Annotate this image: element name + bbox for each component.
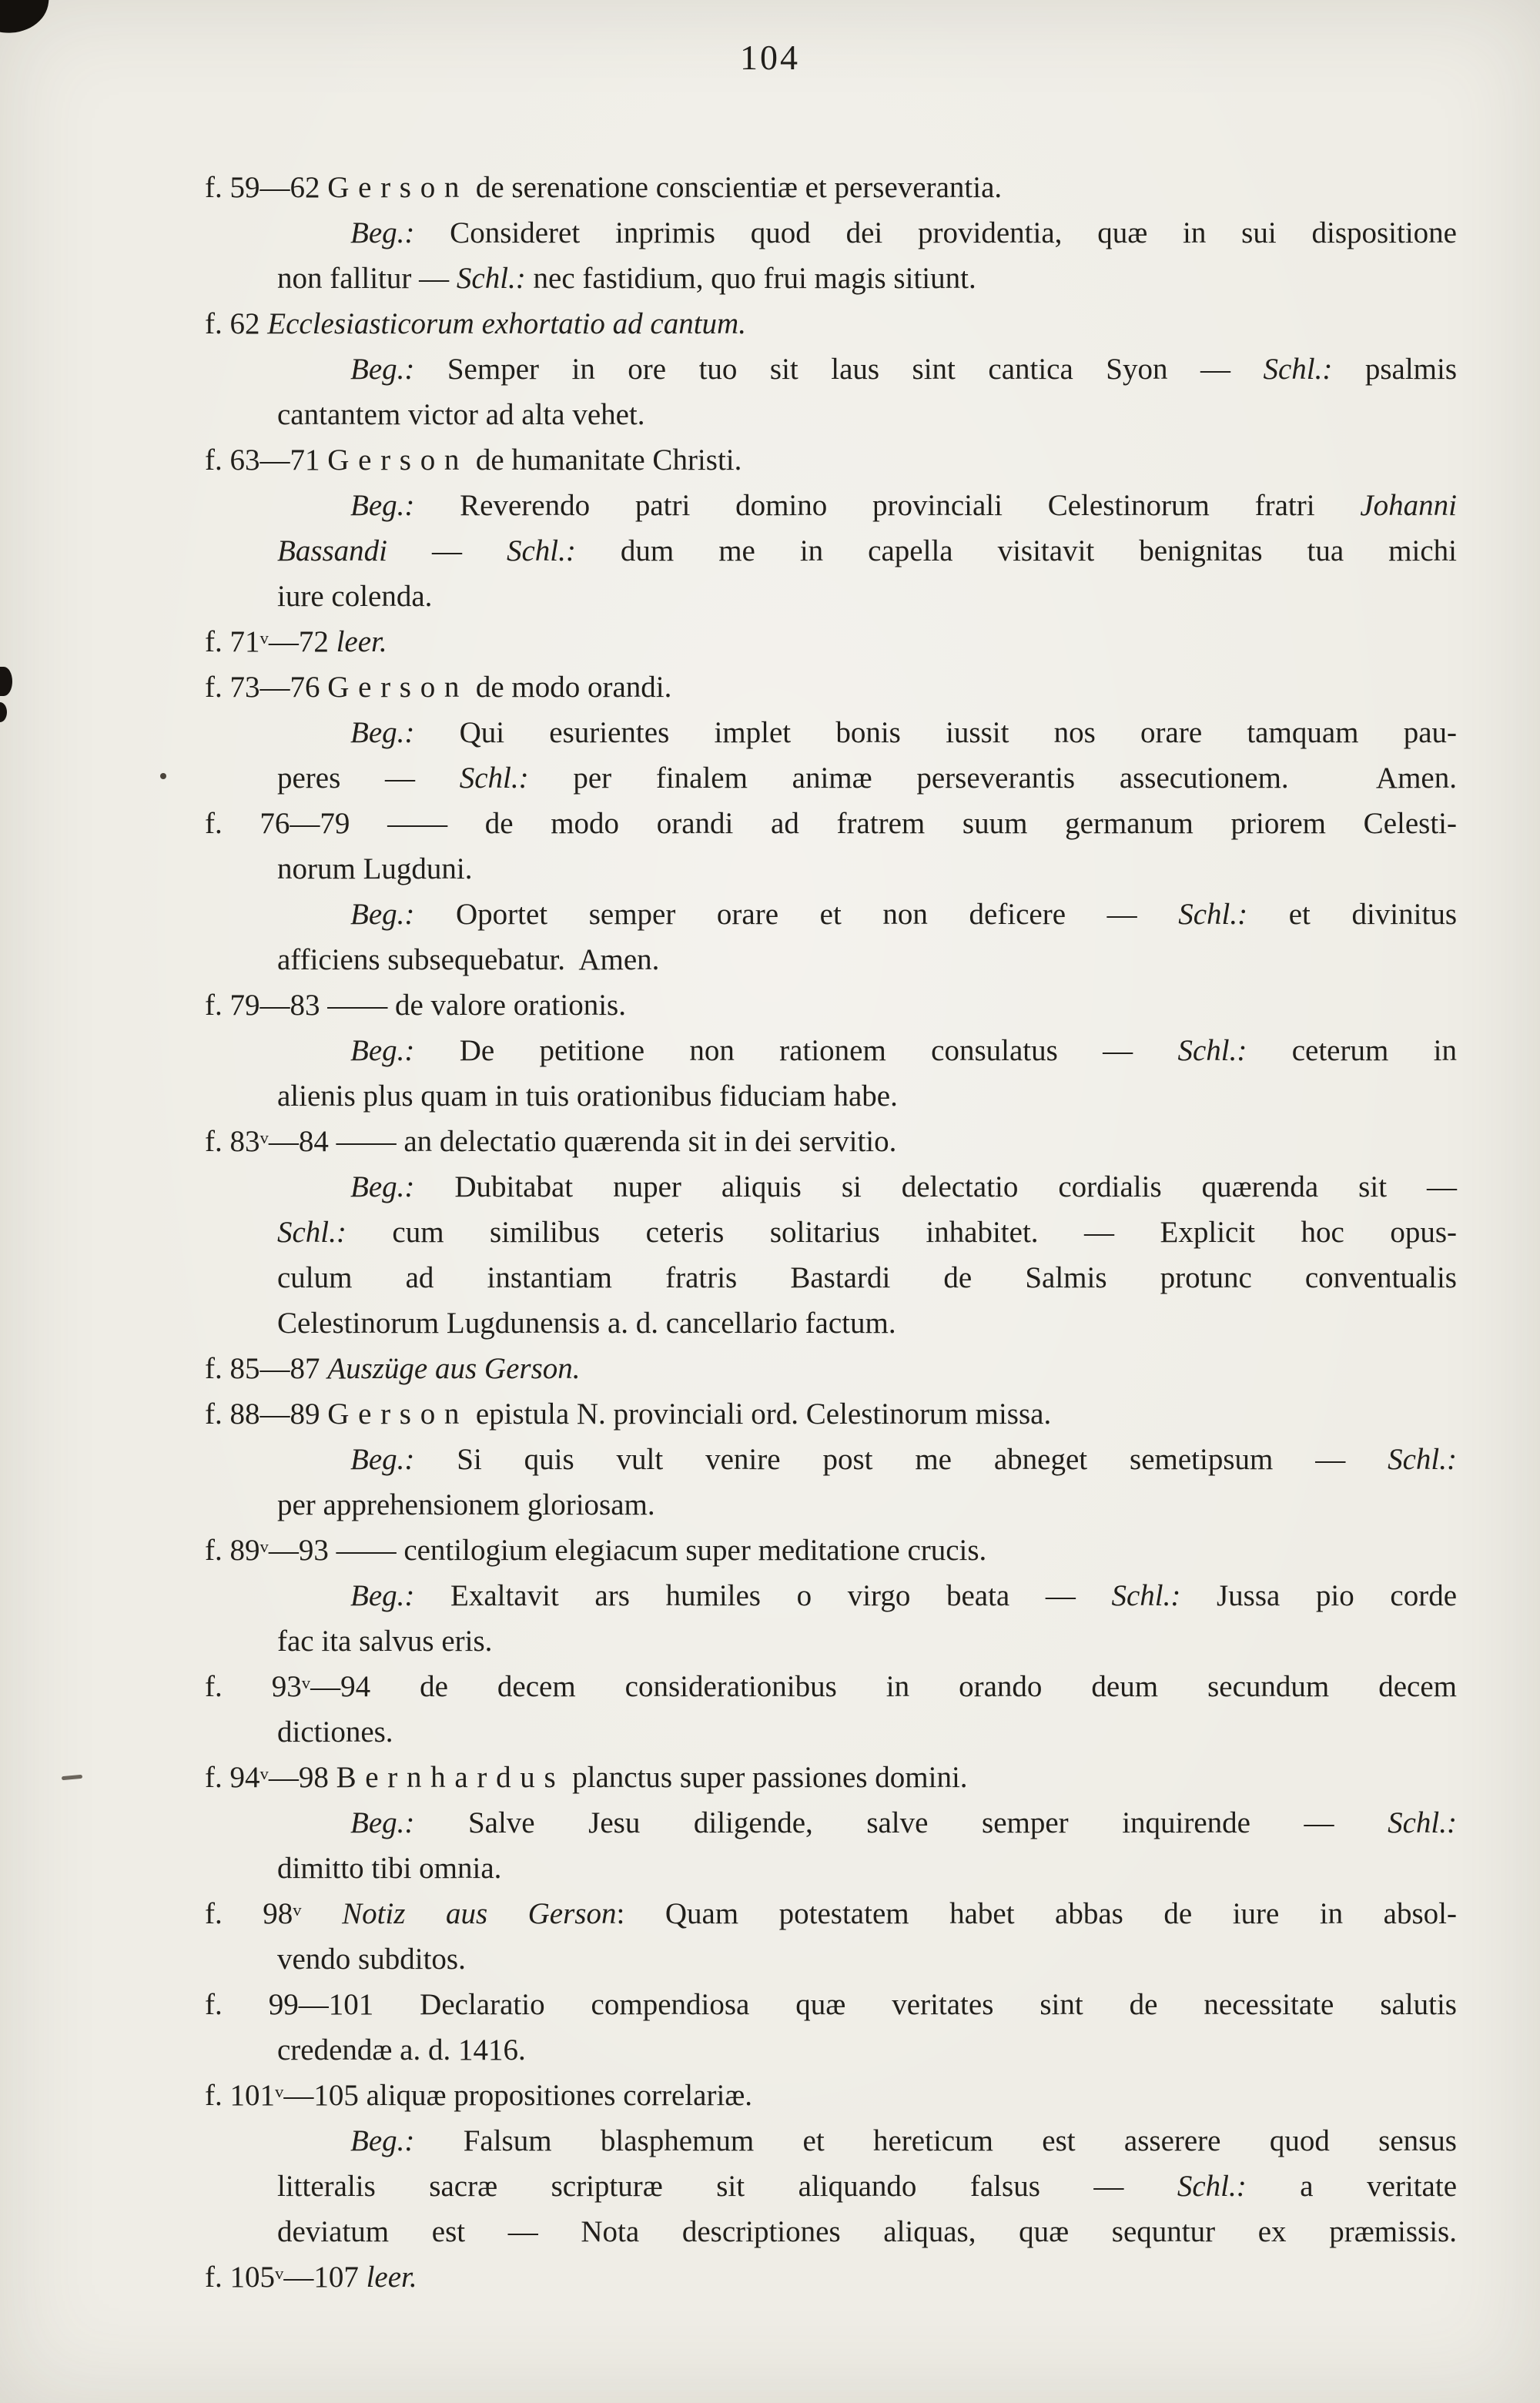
text-run: f. 79—83 —— de valore orationis. bbox=[205, 989, 626, 1022]
italic-text-run: Beg.: bbox=[350, 2124, 415, 2157]
text-line bbox=[205, 846, 1457, 892]
catalog-entry bbox=[205, 2254, 1457, 2300]
verso-superscript: v bbox=[259, 1128, 269, 1147]
text-line bbox=[205, 1618, 1457, 1664]
text-run: de serenatione conscientiæ et perseverantia. bbox=[468, 171, 1003, 204]
text-line bbox=[205, 1346, 1457, 1391]
text-run: f. 101 bbox=[205, 2079, 275, 2112]
text-run: f. 88—89 bbox=[205, 1397, 328, 1431]
text-run: —94 de decem considerationibus in orando deum secundum decem bbox=[310, 1670, 1457, 1703]
text-line bbox=[205, 346, 1457, 392]
text-line bbox=[205, 483, 1457, 528]
italic-text-run: Beg.: bbox=[350, 353, 415, 386]
text-run: f. 76—79 —— de modo orandi ad fratrem suum germanum priorem Celesti- bbox=[205, 807, 1457, 840]
italic-text-run: Beg.: bbox=[350, 1170, 415, 1203]
text-line bbox=[205, 528, 1457, 574]
text-run: ceterum in bbox=[1247, 1034, 1457, 1067]
text-run: afficiens subsequebatur. Amen. bbox=[277, 943, 660, 976]
text-line bbox=[205, 1073, 1457, 1119]
text-run: dum me in capella visitavit benignitas tua michi bbox=[575, 534, 1457, 567]
text-run: Si quis vult venire post me abneget semetipsum — bbox=[414, 1443, 1388, 1476]
text-line bbox=[205, 664, 1457, 710]
text-line bbox=[205, 1891, 1457, 1936]
author-name: Gerson bbox=[327, 1397, 469, 1431]
scan-artifact-edge-mark bbox=[0, 702, 7, 722]
text-run: f. 73—76 bbox=[205, 671, 328, 704]
text-run: Semper in ore tuo sit laus sint cantica Syon — bbox=[414, 353, 1264, 386]
text-line bbox=[205, 982, 1457, 1028]
text-run: Qui esurientes implet bonis iussit nos orare tamquam pau- bbox=[414, 716, 1457, 749]
text-run: Dubitabat nuper aliquis si delectatio cordialis quærenda sit — bbox=[414, 1170, 1457, 1203]
text-run: Celestinorum Lugdunensis a. d. cancellario factum. bbox=[277, 1307, 896, 1340]
italic-text-run: Schl.: bbox=[1111, 1579, 1181, 1612]
italic-text-run: Beg.: bbox=[350, 1443, 415, 1476]
text-line bbox=[205, 755, 1457, 801]
text-line bbox=[205, 1255, 1457, 1300]
author-name: Bernhardus bbox=[336, 1761, 565, 1794]
text-line bbox=[205, 1709, 1457, 1755]
italic-text-run: Schl.: bbox=[277, 1216, 346, 1249]
text-run: f. 62 bbox=[205, 307, 268, 340]
scan-artifact-edge-mark bbox=[0, 667, 12, 696]
text-line bbox=[205, 1210, 1457, 1255]
text-line bbox=[205, 2118, 1457, 2164]
text-run: per finalem animæ perseverantis assecutionem. Amen. bbox=[528, 761, 1457, 795]
text-run: credendæ a. d. 1416. bbox=[277, 2033, 526, 2067]
text-line bbox=[205, 1437, 1457, 1482]
text-line bbox=[205, 165, 1457, 210]
verso-superscript: v bbox=[259, 1537, 269, 1556]
text-line bbox=[205, 437, 1457, 483]
catalog-entry bbox=[205, 801, 1457, 982]
text-line bbox=[205, 710, 1457, 755]
text-line bbox=[205, 1982, 1457, 2027]
text-run: f. 99—101 Declaratio compendiosa quæ veritates sint de necessitate salutis bbox=[205, 1988, 1457, 2021]
italic-text-run: Schl.: bbox=[459, 761, 529, 795]
text-run: f. 93 bbox=[205, 1670, 302, 1703]
catalog-entry bbox=[205, 1755, 1457, 1891]
verso-superscript: v bbox=[275, 2082, 284, 2101]
text-line bbox=[205, 1482, 1457, 1528]
verso-superscript: v bbox=[259, 1764, 269, 1783]
text-run: peres — bbox=[277, 761, 460, 795]
text-run: fac ita salvus eris. bbox=[277, 1625, 493, 1658]
text-run: litteralis sacræ scripturæ sit aliquando falsus — bbox=[277, 2170, 1177, 2203]
text-run: Reverendo patri domino provinciali Celestinorum fratri bbox=[414, 489, 1361, 522]
text-line bbox=[205, 2027, 1457, 2073]
catalog-entry bbox=[205, 1982, 1457, 2073]
text-line bbox=[205, 1119, 1457, 1164]
text-line bbox=[205, 1028, 1457, 1073]
verso-superscript: v bbox=[259, 628, 269, 648]
italic-text-run: Schl.: bbox=[1388, 1806, 1457, 1839]
text-run: —105 aliquæ propositiones correlariæ. bbox=[283, 2079, 753, 2112]
text-line bbox=[205, 1528, 1457, 1573]
italic-text-run: Notiz aus Gerson bbox=[342, 1897, 617, 1930]
catalog-entry bbox=[205, 619, 1457, 664]
catalog-text-block bbox=[205, 165, 1457, 2300]
text-run: norum Lugduni. bbox=[277, 852, 473, 885]
italic-text-run: Beg.: bbox=[350, 1806, 415, 1839]
text-run: cantantem victor ad alta vehet. bbox=[277, 398, 645, 431]
text-run: de modo orandi. bbox=[468, 671, 672, 704]
text-run: f. 98 bbox=[205, 1897, 293, 1930]
text-line bbox=[205, 892, 1457, 937]
text-run: et divinitus bbox=[1247, 898, 1457, 931]
text-run: De petitione non rationem consulatus — bbox=[414, 1034, 1178, 1067]
text-line bbox=[205, 301, 1457, 346]
text-run: planctus super passiones domini. bbox=[564, 1761, 968, 1794]
text-run: f. 71 bbox=[205, 625, 260, 658]
text-line bbox=[205, 801, 1457, 846]
italic-text-run: Schl.: bbox=[456, 262, 526, 295]
text-line bbox=[205, 619, 1457, 664]
text-run: Jussa pio corde bbox=[1180, 1579, 1457, 1612]
text-line bbox=[205, 937, 1457, 982]
text-run: f. 89 bbox=[205, 1534, 260, 1567]
text-run: non fallitur — bbox=[277, 262, 457, 295]
italic-text-run: Schl.: bbox=[1263, 353, 1333, 386]
text-line bbox=[205, 574, 1457, 619]
catalog-entry bbox=[205, 1528, 1457, 1664]
text-line bbox=[205, 1846, 1457, 1891]
text-line bbox=[205, 1800, 1457, 1846]
verso-superscript: v bbox=[293, 1900, 302, 1919]
catalog-entry bbox=[205, 301, 1457, 437]
catalog-entry bbox=[205, 1891, 1457, 1982]
italic-text-run: Beg.: bbox=[350, 1034, 415, 1067]
text-run: dictiones. bbox=[277, 1715, 393, 1749]
text-line bbox=[205, 1573, 1457, 1618]
author-name: Gerson bbox=[327, 671, 469, 704]
italic-text-run: Beg.: bbox=[350, 898, 415, 931]
text-run: f. 94 bbox=[205, 1761, 260, 1794]
text-run: culum ad instantiam fratris Bastardi de Salmis protunc conventualis bbox=[277, 1261, 1457, 1294]
text-run: —98 bbox=[268, 1761, 336, 1794]
italic-text-run: Schl.: bbox=[1178, 898, 1248, 931]
text-run: Salve Jesu diligende, salve semper inquirende — bbox=[414, 1806, 1388, 1839]
text-line bbox=[205, 2209, 1457, 2254]
text-line bbox=[205, 1300, 1457, 1346]
text-line bbox=[205, 2254, 1457, 2300]
italic-text-run: Schl.: bbox=[507, 534, 576, 567]
catalog-entry bbox=[205, 1391, 1457, 1528]
author-name: Gerson bbox=[327, 443, 469, 477]
italic-text-run: Schl.: bbox=[1177, 1034, 1247, 1067]
text-line bbox=[205, 210, 1457, 256]
catalog-entry bbox=[205, 1346, 1457, 1391]
text-line bbox=[205, 2073, 1457, 2118]
text-run: f. 59—62 bbox=[205, 171, 328, 204]
text-run: —72 bbox=[268, 625, 336, 658]
text-run: f. 63—71 bbox=[205, 443, 328, 477]
catalog-entry bbox=[205, 982, 1457, 1119]
text-line bbox=[205, 1936, 1457, 1982]
italic-text-run: Beg.: bbox=[350, 216, 415, 249]
text-run: deviatum est — Nota descriptiones aliquas, quæ sequntur ex præmissis. bbox=[277, 2215, 1457, 2248]
text-run: a veritate bbox=[1246, 2170, 1457, 2203]
text-run: alienis plus quam in tuis orationibus fiduciam habe. bbox=[277, 1079, 898, 1113]
text-line bbox=[205, 1664, 1457, 1709]
text-run: Falsum blasphemum et hereticum est asserere quod sensus bbox=[414, 2124, 1457, 2157]
italic-text-run: Johanni bbox=[1360, 489, 1457, 522]
text-run: epistula N. provinciali ord. Celestinorum missa. bbox=[468, 1397, 1052, 1431]
text-run: de humanitate Christi. bbox=[468, 443, 742, 477]
italic-text-run: Schl.: bbox=[1177, 2170, 1247, 2203]
catalog-entry bbox=[205, 165, 1457, 301]
catalog-entry bbox=[205, 2073, 1457, 2254]
italic-text-run: Beg.: bbox=[350, 489, 415, 522]
catalog-entry bbox=[205, 1119, 1457, 1346]
italic-text-run: Bassandi bbox=[277, 534, 388, 567]
text-run: nec fastidium, quo frui magis sitiunt. bbox=[525, 262, 976, 295]
text-run: —107 bbox=[283, 2261, 367, 2294]
catalog-entry bbox=[205, 664, 1457, 801]
text-run: cum similibus ceteris solitarius inhabitet. — Explicit hoc opus- bbox=[346, 1216, 1457, 1249]
ink-speck bbox=[160, 773, 166, 779]
text-run: —84 —— an delectatio quærenda sit in dei servitio. bbox=[268, 1125, 897, 1158]
verso-superscript: v bbox=[301, 1673, 311, 1692]
italic-text-run: Schl.: bbox=[1388, 1443, 1457, 1476]
text-run: per apprehensionem gloriosam. bbox=[277, 1488, 655, 1521]
author-name: Gerson bbox=[327, 171, 469, 204]
text-run: dimitto tibi omnia. bbox=[277, 1852, 502, 1885]
italic-text-run: Ecclesiasticorum exhortatio ad cantum. bbox=[267, 307, 746, 340]
text-line bbox=[205, 1391, 1457, 1437]
text-run: — bbox=[387, 534, 507, 567]
text-line bbox=[205, 256, 1457, 301]
text-run: Oportet semper orare et non deficere — bbox=[414, 898, 1179, 931]
text-line bbox=[205, 392, 1457, 437]
text-run: f. 105 bbox=[205, 2261, 275, 2294]
italic-text-run: leer. bbox=[366, 2261, 417, 2294]
text-run: iure colenda. bbox=[277, 580, 433, 613]
text-line bbox=[205, 1164, 1457, 1210]
italic-text-run: Auszüge aus Gerson. bbox=[327, 1352, 581, 1385]
text-run: —93 —— centilogium elegiacum super meditatione crucis. bbox=[268, 1534, 987, 1567]
catalog-entry bbox=[205, 1664, 1457, 1755]
text-run bbox=[302, 1897, 343, 1930]
text-run: Exaltavit ars humiles o virgo beata — bbox=[414, 1579, 1112, 1612]
text-run: : Quam potestatem habet abbas de iure in absol- bbox=[616, 1897, 1457, 1930]
italic-text-run: leer. bbox=[336, 625, 387, 658]
text-run: f. 83 bbox=[205, 1125, 260, 1158]
page-number: 104 bbox=[740, 38, 800, 77]
text-line bbox=[205, 1755, 1457, 1800]
verso-superscript: v bbox=[275, 2264, 284, 2283]
text-line bbox=[205, 2164, 1457, 2209]
text-run: psalmis bbox=[1332, 353, 1458, 386]
italic-text-run: Beg.: bbox=[350, 716, 415, 749]
text-run: f. 85—87 bbox=[205, 1352, 328, 1385]
pencil-mark bbox=[62, 1775, 82, 1780]
text-run: vendo subditos. bbox=[277, 1943, 466, 1976]
text-run: Consideret inprimis quod dei providentia, quæ in sui dispositione bbox=[414, 216, 1457, 249]
italic-text-run: Beg.: bbox=[350, 1579, 415, 1612]
scan-artifact-corner-blob bbox=[0, 0, 50, 37]
catalog-entry bbox=[205, 437, 1457, 619]
